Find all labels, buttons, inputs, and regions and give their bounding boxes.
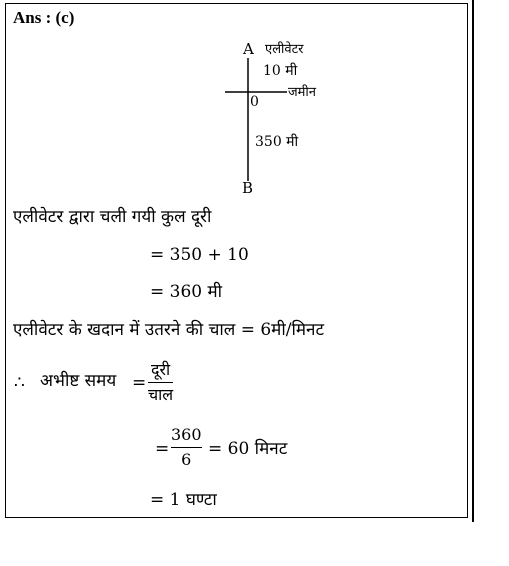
equals-sign-2: =	[155, 439, 170, 459]
result-hours: = 1 घण्टा	[150, 490, 217, 510]
distance-over-speed-fraction	[148, 360, 173, 405]
answer-label: Ans : (c)	[13, 8, 75, 27]
fraction-bar-1	[148, 382, 173, 383]
distance-total: = 360 मी	[150, 282, 223, 302]
equals-sign-1: =	[132, 373, 147, 393]
fraction-denominator-6: 6	[181, 450, 192, 469]
point-b-label: B	[242, 179, 254, 197]
therefore-symbol: ∴	[14, 373, 25, 393]
elevator-speed-statement: एलीवेटर के खदान में उतरने की चाल = 6मी/मिनट	[13, 320, 325, 340]
up-distance-label: 10 मी	[263, 63, 298, 79]
distance-sum: = 350 + 10	[150, 245, 249, 265]
point-a-label: A	[243, 40, 254, 58]
origin-label: 0	[250, 94, 259, 110]
elevator-label: एलीवेटर	[265, 42, 304, 57]
fraction-numerator-360: 360	[171, 425, 202, 444]
fraction-bar-2	[171, 447, 202, 448]
required-time-label: अभीष्ट समय	[40, 371, 117, 391]
down-distance-label: 350 मी	[255, 134, 299, 150]
numeric-fraction	[171, 425, 202, 470]
result-minutes: = 60 मिनट	[208, 439, 288, 459]
ground-label: जमीन	[288, 85, 317, 100]
fraction-denominator-speed: चाल	[148, 385, 174, 404]
fraction-numerator-distance: दूरी	[150, 360, 171, 379]
total-distance-statement: एलीवेटर द्वारा चली गयी कुल दूरी	[13, 207, 212, 227]
